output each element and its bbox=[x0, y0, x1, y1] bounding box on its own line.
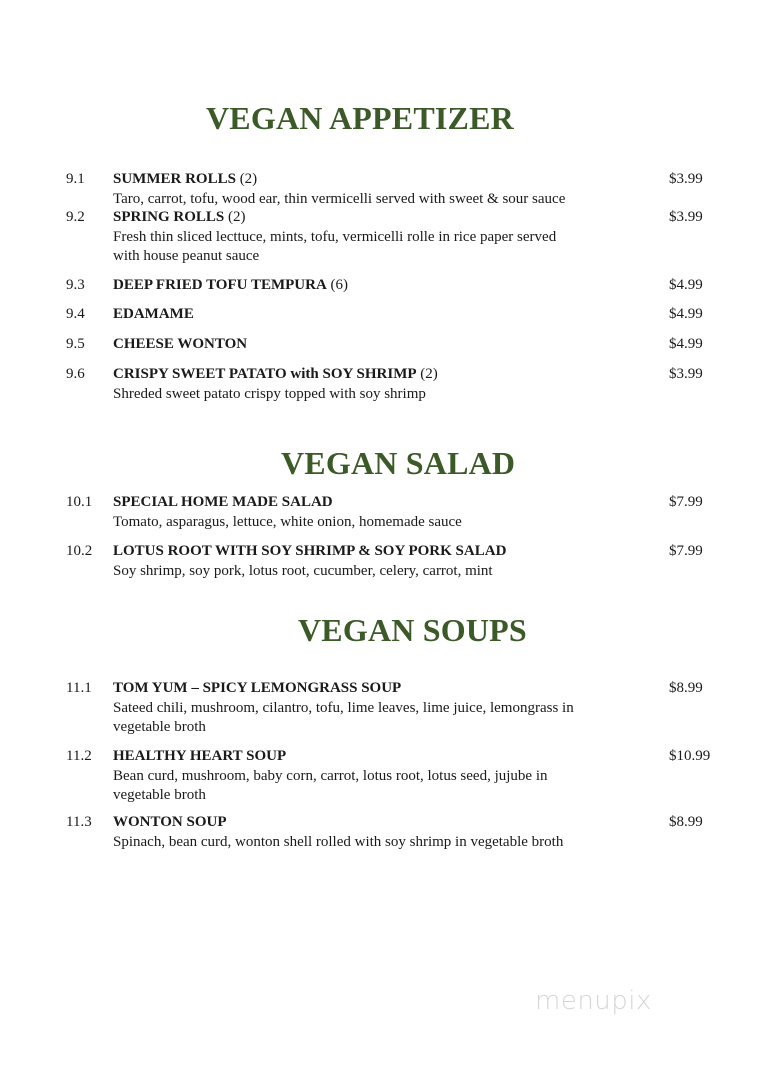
item-price: $8.99 bbox=[669, 680, 703, 696]
item-number: 11.3 bbox=[66, 814, 92, 830]
watermark-logo: menupix bbox=[535, 986, 652, 1016]
item-description: Bean curd, mushroom, baby corn, carrot, lotus root, lotus seed, jujube in vegetable broth bbox=[113, 767, 548, 803]
item-quantity: (2) bbox=[239, 171, 258, 187]
item-quantity: (6) bbox=[330, 277, 349, 293]
section-title-salad: VEGAN SALAD bbox=[281, 445, 516, 481]
item-number: 9.4 bbox=[66, 306, 85, 322]
item-description: Shreded sweet patato crispy topped with soy shrimp bbox=[113, 385, 426, 402]
item-description: Taro, carrot, tofu, wood ear, thin vermicelli served with sweet & sour sauce bbox=[113, 190, 566, 207]
item-number: 9.1 bbox=[66, 171, 85, 187]
item-name: SPRING ROLLS bbox=[113, 209, 225, 225]
item-price: $3.99 bbox=[669, 366, 703, 382]
item-number: 11.2 bbox=[66, 748, 92, 764]
item-name: EDAMAME bbox=[113, 306, 194, 322]
item-name: CRISPY SWEET PATATO with SOY SHRIMP bbox=[113, 366, 417, 382]
item-price: $4.99 bbox=[669, 277, 703, 293]
section-title-appetizer: VEGAN APPETIZER bbox=[206, 100, 514, 136]
item-quantity: (2) bbox=[420, 366, 438, 382]
item-name: SUMMER ROLLS bbox=[113, 171, 236, 187]
item-number: 10.2 bbox=[66, 543, 93, 559]
item-name: TOM YUM – SPICY LEMONGRASS SOUP bbox=[113, 680, 402, 696]
item-price: $7.99 bbox=[669, 543, 703, 559]
item-price: $3.99 bbox=[669, 171, 703, 187]
item-number: 9.2 bbox=[66, 209, 85, 225]
item-name: HEALTHY HEART SOUP bbox=[113, 748, 287, 764]
section-title-soups: VEGAN SOUPS bbox=[298, 612, 527, 648]
item-price: $8.99 bbox=[669, 814, 703, 830]
item-price: $4.99 bbox=[669, 306, 703, 322]
item-number: 9.3 bbox=[66, 277, 85, 293]
item-description: Sateed chili, mushroom, cilantro, tofu, lime leaves, lime juice, lemongrass in vegetable broth bbox=[113, 699, 574, 735]
item-number: 11.1 bbox=[66, 680, 92, 696]
item-number: 9.5 bbox=[66, 336, 85, 352]
item-description: Tomato, asparagus, lettuce, white onion, homemade sauce bbox=[113, 513, 462, 530]
item-description: Soy shrimp, soy pork, lotus root, cucumber, celery, carrot, mint bbox=[113, 562, 493, 579]
item-price: $7.99 bbox=[669, 494, 703, 510]
item-description: Spinach, bean curd, wonton shell rolled with soy shrimp in vegetable broth bbox=[113, 833, 564, 850]
item-number: 9.6 bbox=[66, 366, 85, 382]
item-price: $3.99 bbox=[669, 209, 703, 225]
item-price: $4.99 bbox=[669, 336, 703, 352]
item-description: Fresh thin sliced lecttuce, mints, tofu, vermicelli rolle in rice paper served with house peanut sauce bbox=[113, 228, 557, 264]
item-quantity: (2) bbox=[228, 209, 246, 225]
item-number: 10.1 bbox=[66, 494, 93, 510]
item-name: LOTUS ROOT WITH SOY SHRIMP & SOY PORK SALAD bbox=[113, 543, 507, 559]
item-name: DEEP FRIED TOFU TEMPURA bbox=[113, 277, 327, 293]
item-name: SPECIAL HOME MADE SALAD bbox=[113, 494, 333, 510]
item-name: WONTON SOUP bbox=[113, 814, 227, 830]
item-price: $10.99 bbox=[669, 748, 711, 764]
item-name: CHEESE WONTON bbox=[113, 336, 248, 352]
